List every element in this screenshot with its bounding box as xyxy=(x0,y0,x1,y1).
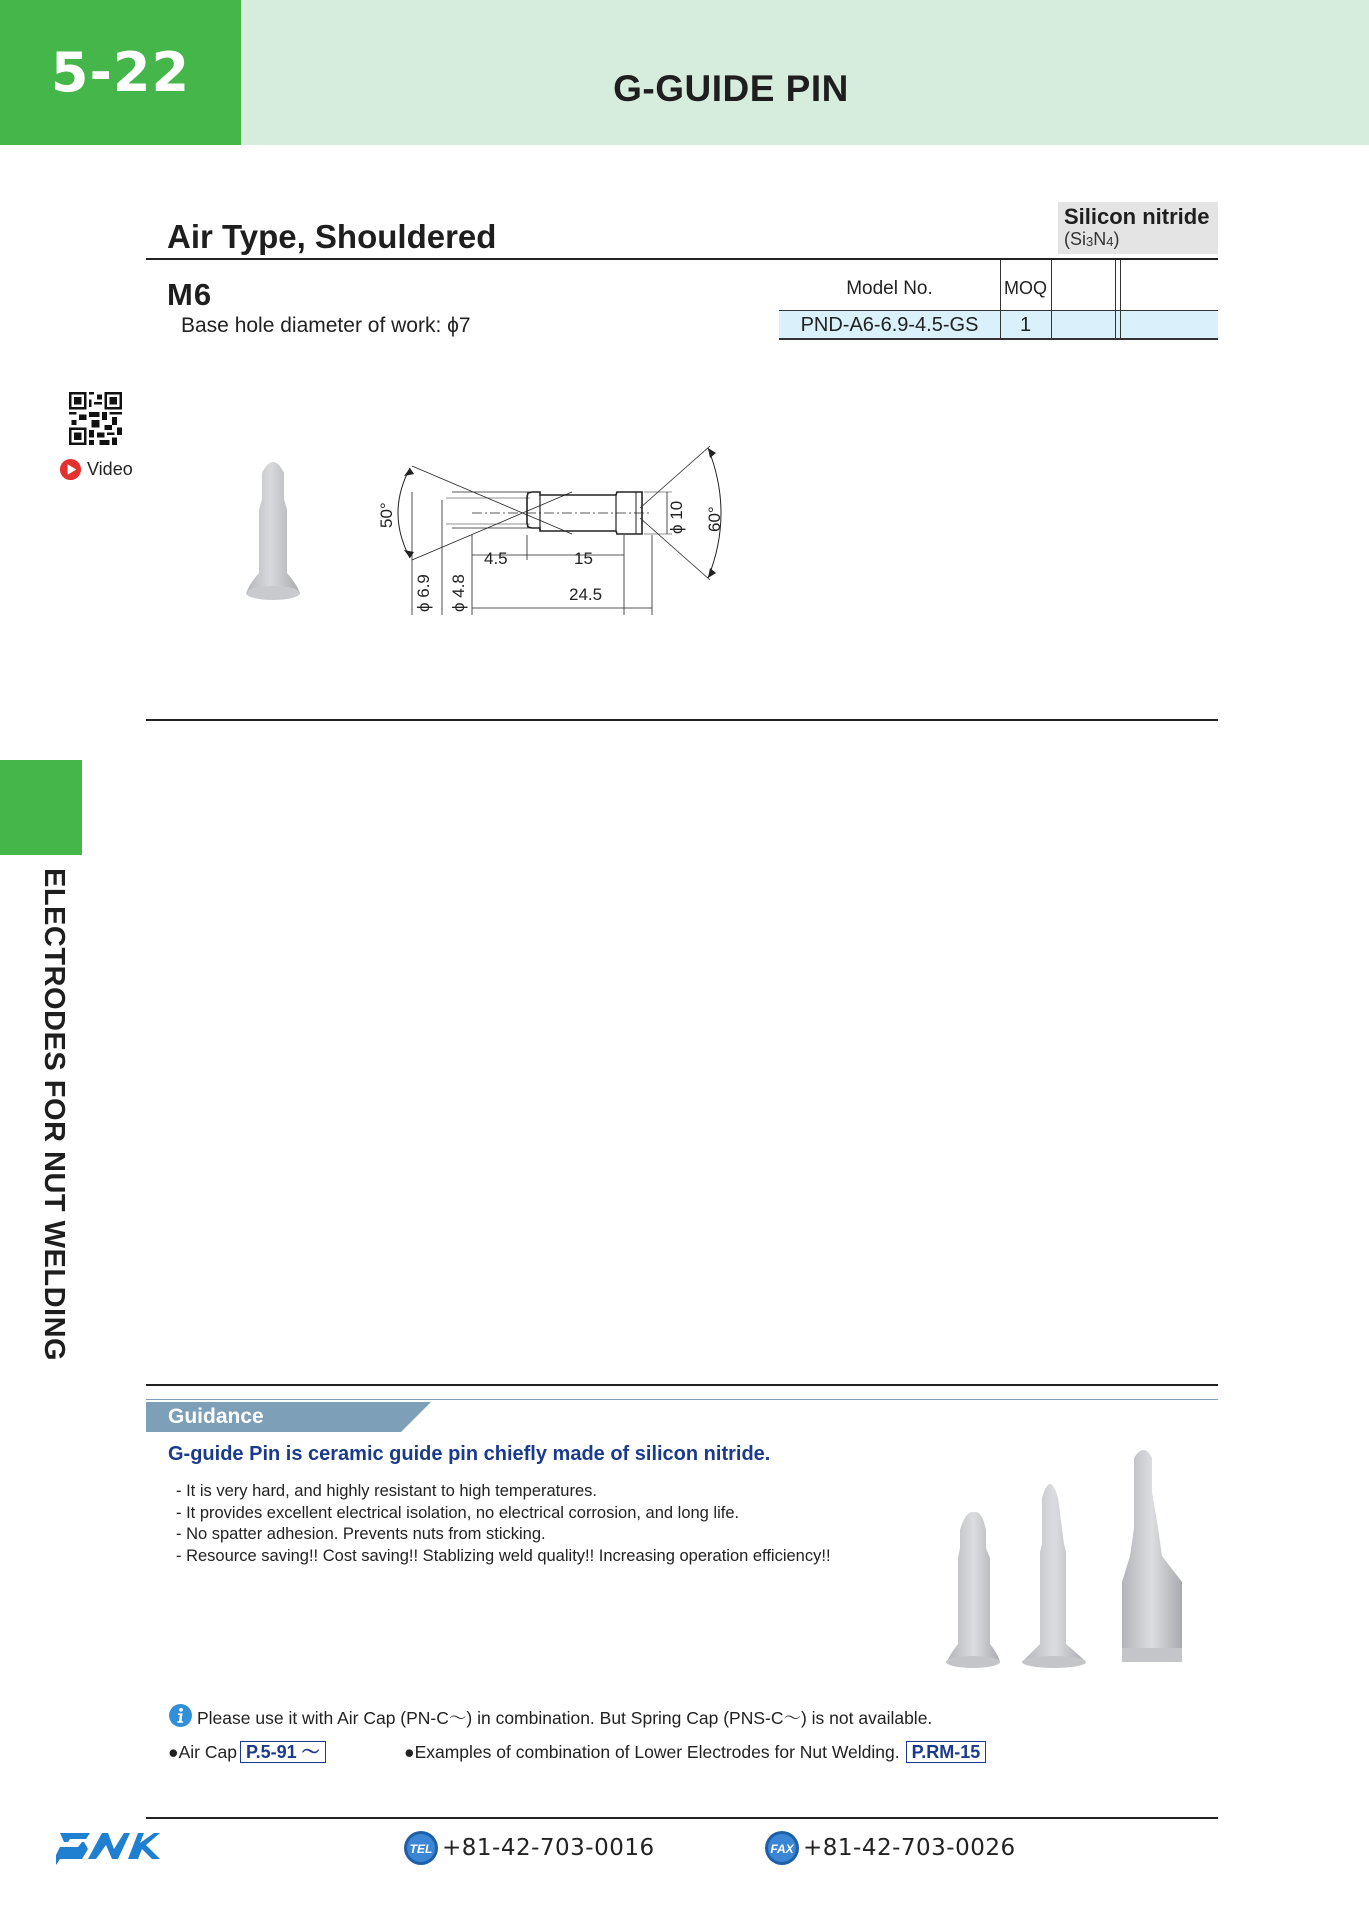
side-tab-label: ELECTRODES FOR NUT WELDING xyxy=(38,868,70,1362)
page-link-lower-electrodes[interactable]: P.RM-15 xyxy=(906,1741,987,1763)
table-divider xyxy=(779,338,1218,340)
side-tab-marker xyxy=(0,760,82,855)
fax-number: +81-42-703-0026 xyxy=(803,1835,1016,1861)
dim-angle-right: 60° xyxy=(705,506,724,532)
guidance-heading: G-guide Pin is ceramic guide pin chiefly made of silicon nitride. xyxy=(168,1443,771,1465)
dimension-drawing xyxy=(372,440,732,620)
dim-dia-neck: ϕ 4.8 xyxy=(449,574,468,612)
guide-pin-photo xyxy=(242,455,304,603)
table-header-model: Model No. xyxy=(846,278,933,299)
list-item: - It is very hard, and highly resistant to high temperatures. xyxy=(176,1482,597,1500)
tel-number: +81-42-703-0016 xyxy=(442,1835,655,1861)
section-divider xyxy=(146,719,1218,721)
table-cell-model: PND-A6-6.9-4.5-GS xyxy=(800,314,979,336)
dim-len-total: 24.5 xyxy=(569,585,603,604)
reference-label: ●Air Cap xyxy=(168,1742,237,1762)
phone-icon xyxy=(403,1830,439,1866)
dim-len-tip: 4.5 xyxy=(484,549,508,568)
video-link[interactable]: Video xyxy=(87,459,133,479)
qr-code-icon[interactable] xyxy=(69,392,122,445)
fax-icon xyxy=(764,1830,800,1866)
dim-dia-tip: ϕ 6.9 xyxy=(414,574,433,612)
guidance-bullets xyxy=(176,1481,831,1567)
lower-electrodes-reference xyxy=(404,1741,986,1763)
list-item: - No spatter adhesion. Prevents nuts from sticking. xyxy=(176,1525,546,1543)
footer-fax xyxy=(764,1830,1016,1866)
table-divider xyxy=(779,310,1218,311)
model-table xyxy=(779,260,1218,340)
dim-angle-left: 50° xyxy=(377,502,396,528)
dim-dia-outer: ϕ 10 xyxy=(667,500,686,534)
table-divider xyxy=(1120,260,1121,338)
company-logo xyxy=(56,1833,160,1865)
section-title: Air Type, Shouldered xyxy=(167,218,497,255)
guidance-tab-label: Guidance xyxy=(168,1405,264,1428)
material-formula: $(Si_3N_4)$ xyxy=(1064,229,1120,249)
guidance-divider xyxy=(146,1384,1218,1386)
usage-notice: Please use it with Air Cap (PN-C～) in combination. But Spring Cap (PNS-C～) is not available. xyxy=(197,1708,933,1728)
table-cell-moq: 1 xyxy=(1019,314,1032,336)
product-size: M6 xyxy=(167,277,213,312)
guide-pins-photo xyxy=(930,1448,1190,1678)
page-number: 5-22 xyxy=(0,0,241,145)
footer-tel xyxy=(403,1830,655,1866)
play-icon[interactable] xyxy=(59,458,82,481)
table-divider xyxy=(1051,260,1052,338)
list-item: - Resource saving!! Cost saving!! Stablizing weld quality!! Increasing operation efficiency!! xyxy=(176,1546,831,1565)
page-title: G-GUIDE PIN xyxy=(613,68,849,109)
svg-text:TEL: TEL xyxy=(409,1842,433,1856)
table-header-moq: MOQ xyxy=(1004,278,1047,298)
material-badge xyxy=(1058,202,1218,254)
page-link-air-cap[interactable]: P.5-91 ～ xyxy=(240,1741,326,1763)
dim-len-body: 15 xyxy=(574,549,593,568)
guidance-divider xyxy=(146,1399,1218,1400)
table-divider xyxy=(1115,260,1116,338)
air-cap-reference xyxy=(168,1741,326,1763)
reference-label: ●Examples of combination of Lower Electrodes for Nut Welding. xyxy=(404,1742,900,1762)
material-name: Silicon nitride xyxy=(1064,204,1210,229)
base-hole-text: Base hole diameter of work: ϕ7 xyxy=(181,314,471,337)
svg-text:FAX: FAX xyxy=(770,1842,794,1856)
list-item: - It provides excellent electrical isolation, no electrical corrosion, and long life. xyxy=(176,1503,740,1522)
footer-divider xyxy=(146,1817,1218,1819)
info-icon xyxy=(168,1703,193,1728)
